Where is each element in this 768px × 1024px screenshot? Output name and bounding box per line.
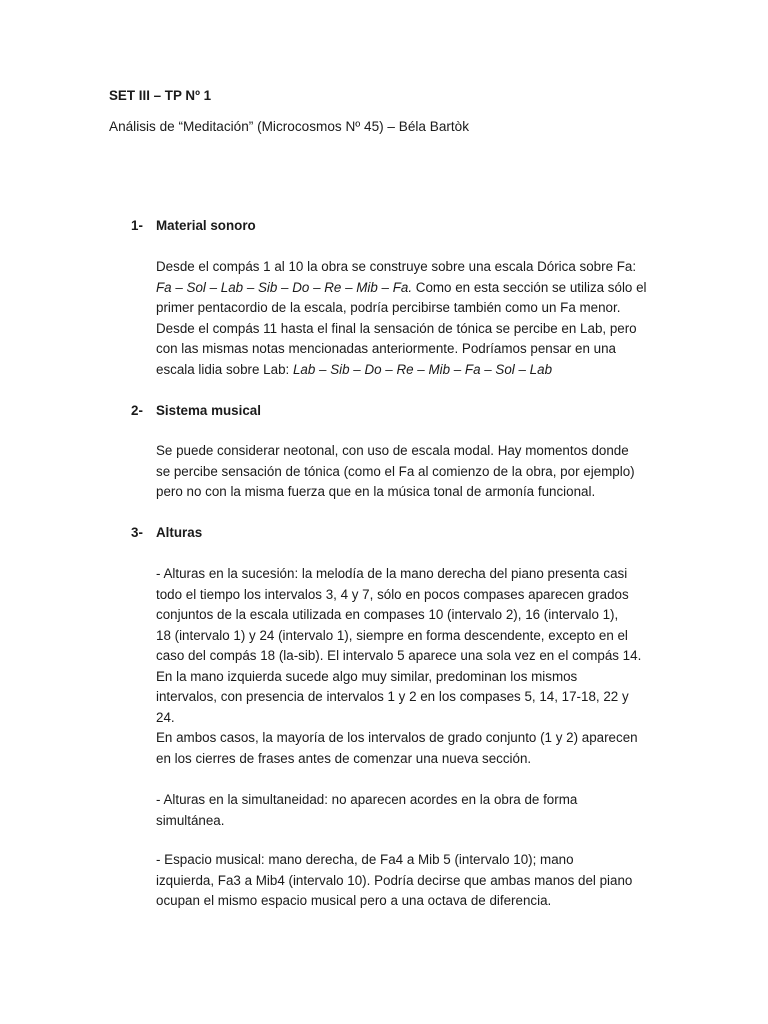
paragraph-line: en los cierres de frases antes de comenzar una nueva sección.: [156, 750, 532, 766]
paragraph-line: caso del compás 18 (la-sib). El intervalo 5 aparece una sola vez en el compás 14.: [156, 648, 642, 663]
paragraph-line: Fa – Sol – Lab – Sib – Do – Re – Mib – Fa. Como en esta sección se utiliza sólo el: [156, 279, 647, 295]
paragraph-line: se percibe sensación de tónica (como el Fa al comienzo de la obra, por ejemplo): [156, 463, 635, 479]
paragraph-line: primer pentacordio de la escala, podría percibirse también como un Fa menor.: [156, 300, 621, 315]
section-body-alturas-simultaneidad: [156, 790, 666, 831]
paragraph-line: conjuntos de la escala utilizada en compases 10 (intervalo 2), 16 (intervalo 1),: [156, 607, 619, 622]
paragraph-line: ocupan el mismo espacio musical pero a una octava de diferencia.: [156, 893, 552, 908]
paragraph-line: Desde el compás 1 al 10 la obra se construye sobre una escala Dórica sobre Fa:: [156, 259, 637, 274]
paragraph-line: intervalos, con presencia de intervalos 1 y 2 en los compases 5, 14, 17-18, 22 y: [156, 689, 629, 704]
scale-notes-lydian: Lab – Sib – Do – Re – Mib – Fa – Sol – Lab: [292, 361, 553, 377]
paragraph-line: En ambos casos, la mayoría de los intervalos de grado conjunto (1 y 2) aparecen: [156, 730, 638, 745]
paragraph-line: simultánea.: [156, 812, 225, 828]
paragraph-line: En la mano izquierda sucede algo muy similar, predominan los mismos: [156, 668, 578, 684]
paragraph-line: todo el tiempo los intervalos 3, 4 y 7, sólo en pocos compases aparecen grados: [156, 586, 629, 602]
paragraph-line: escala lidia sobre Lab: Lab – Sib – Do – Re – Mib – Fa – Sol – Lab: [156, 361, 553, 377]
section-heading-material-sonoro: [131, 216, 256, 237]
section-title: Alturas: [156, 525, 203, 540]
paragraph-line: Desde el compás 11 hasta el final la sensación de tónica se percibe en Lab, pero: [156, 320, 637, 336]
section-title: Material sonoro: [156, 218, 256, 233]
section-body-sistema-musical: [156, 441, 666, 503]
section-heading-sistema-musical: [131, 401, 261, 422]
document-subtitle: Análisis de “Meditación” (Microcosmos Nº 45) – Béla Bartòk: [109, 119, 470, 134]
paragraph-line: 24.: [156, 709, 175, 725]
section-number: 1-: [131, 218, 143, 233]
paragraph-line: izquierda, Fa3 a Mib4 (intervalo 10). Podría decirse que ambas manos del piano: [156, 872, 633, 888]
paragraph-line: con las mismas notas mencionadas anteriormente. Podríamos pensar en una: [156, 341, 616, 356]
section-title: Sistema musical: [156, 403, 261, 418]
section-body-alturas-sucesion: [156, 564, 666, 769]
scale-notes-dorian: Fa – Sol – Lab – Sib – Do – Re – Mib – Fa.: [156, 279, 413, 295]
section-heading-alturas: [131, 523, 202, 544]
paragraph-line: - Alturas en la simultaneidad: no aparecen acordes en la obra de forma: [156, 792, 578, 807]
paragraph-line: pero no con la misma fuerza que en la música tonal de armonía funcional.: [156, 484, 596, 499]
section-body-material-sonoro: [156, 257, 666, 380]
paragraph-line: - Espacio musical: mano derecha, de Fa4 a Mib 5 (intervalo 10); mano: [156, 852, 574, 867]
paragraph-line: Se puede considerar neotonal, con uso de escala modal. Hay momentos donde: [156, 443, 629, 458]
section-number: 3-: [131, 525, 143, 540]
section-body-espacio-musical: [156, 850, 666, 912]
paragraph-line: - Alturas en la sucesión: la melodía de la mano derecha del piano presenta casi: [156, 566, 628, 581]
paragraph-line: 18 (intervalo 1) y 24 (intervalo 1), siempre en forma descendente, excepto en el: [156, 627, 628, 643]
document-title: SET III – TP Nº 1: [109, 88, 212, 103]
section-number: 2-: [131, 403, 143, 418]
